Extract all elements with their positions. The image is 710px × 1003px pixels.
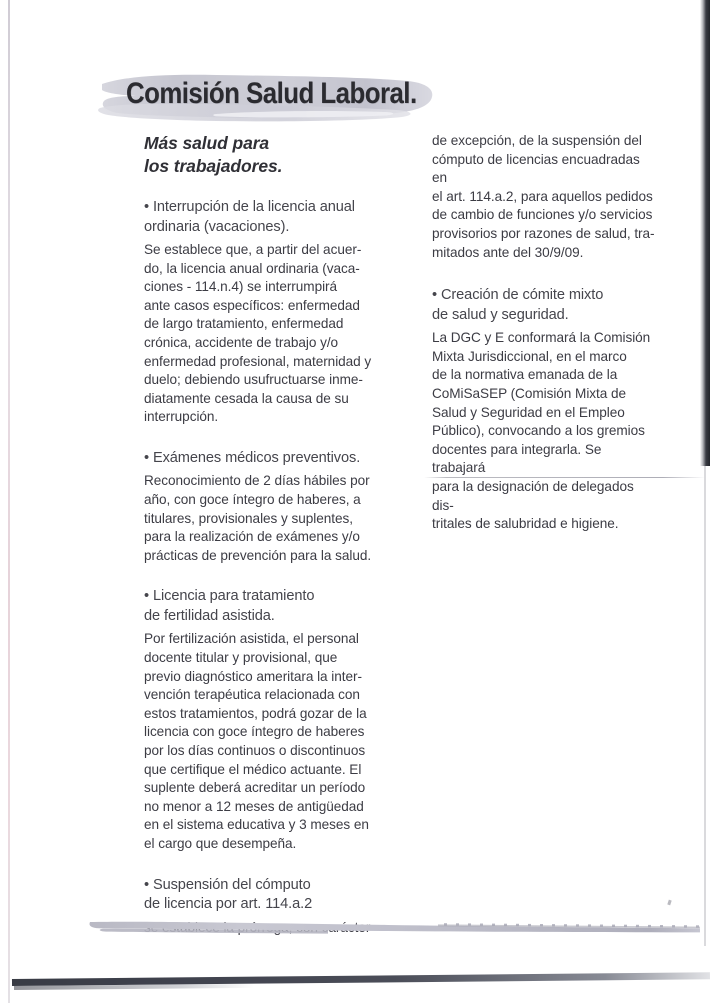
body-line: docente titular y provisional, que: [144, 650, 338, 665]
body-line: cómputo de licencias encuadradas en: [432, 151, 640, 186]
body-line: mitados ante del 30/9/09.: [432, 244, 584, 260]
body-line: enfermedad profesional, maternidad y: [144, 353, 372, 369]
body-line: para la realización de exámenes y/o: [144, 529, 360, 545]
body-line: licencia con goce íntegro de haberes: [144, 724, 365, 740]
heading-line: • Interrupción de la licencia anual: [144, 199, 355, 215]
body-line: docentes para integrarla. Se trabajará: [432, 441, 602, 476]
scan-left-edge-artifact: [8, 0, 10, 1003]
section-heading: [144, 449, 416, 469]
scan-speck-artifact: [667, 900, 671, 906]
section-comite-mixto: [432, 286, 658, 534]
body-line: de largo tratamiento, enfermedad: [144, 316, 344, 332]
body-line: no menor a 12 meses de antigüedad: [144, 798, 364, 814]
body-line: que certifique el médico actuante. El: [144, 761, 362, 777]
right-column: [432, 132, 658, 534]
heading-line: • Creación de cómite mixto: [432, 287, 604, 304]
heading-line: de salud y seguridad.: [432, 306, 569, 323]
body-line: ciones - 114.n.4) se interrumpirá: [144, 279, 338, 295]
body-line: suplente deberá acreditar un período: [144, 780, 366, 796]
section-heading: [144, 198, 416, 237]
masthead: [96, 70, 436, 124]
body-line: en el sistema educativa y 3 meses en: [144, 817, 369, 833]
body-line: provisorios por razones de salud, tra-: [432, 225, 655, 241]
body-line: duelo; debiendo usufructuarse inme-: [144, 372, 363, 388]
body-line: diatamente cesada la causa de su: [144, 390, 349, 406]
section-heading: [432, 286, 658, 325]
body-line: por los días continuos o discontinuos: [144, 742, 366, 758]
body-line: interrupción.: [144, 409, 219, 425]
section-heading: [144, 876, 416, 915]
body-line: para la designación de delegados dis-: [432, 478, 634, 513]
body-line: Mixta Jurisdiccional, en el marco: [432, 348, 627, 364]
body-line: el cargo que desempeña.: [144, 835, 297, 851]
body-line: el art. 114.a.2, para aquellos pedidos: [432, 188, 653, 204]
scan-right-edge-line: [704, 466, 706, 946]
heading-line: ordinaria (vacaciones).: [144, 218, 290, 235]
scan-bottom-edge-band-secondary: [14, 984, 254, 990]
body-line: de la normativa emanada de la: [432, 367, 618, 383]
body-line: Público), convocando a los gremios: [432, 423, 645, 439]
section-body: [144, 241, 416, 427]
body-line: tritales de salubridad e higiene.: [432, 516, 619, 532]
body-line: titulares, provisionales y suplentes,: [144, 510, 353, 526]
body-line: do, la licencia anual ordinaria (vaca-: [144, 260, 360, 276]
page-title: Comisión Salud Laboral.: [126, 77, 417, 110]
deck-line: los trabajadores.: [144, 156, 283, 176]
body-line: Se establece que, a partir del acuer-: [144, 242, 362, 257]
section-heading: [144, 587, 416, 626]
scan-bottom-edge-band: [12, 972, 710, 986]
left-column: [144, 132, 416, 937]
heading-line: de fertilidad asistida.: [144, 607, 275, 624]
section-body: [432, 329, 658, 534]
section-fertilidad-asistida: [144, 587, 416, 853]
body-line: crónica, accidente de trabajo y/o: [144, 334, 339, 350]
body-line: de cambio de funciones y/o servicios: [432, 207, 653, 223]
deck-headline: [144, 132, 416, 178]
body-line: Reconocimiento de 2 días hábiles por: [144, 473, 370, 489]
section-body: [144, 472, 416, 565]
body-line: CoMiSaSEP (Comisión Mixta de: [432, 385, 627, 401]
body-line: prácticas de prevención para la salud.: [144, 547, 372, 563]
body-line: Salud y Seguridad en el Empleo: [432, 404, 625, 420]
heading-line: • Suspensión del cómputo: [144, 876, 311, 893]
section-body: [144, 630, 416, 853]
body-line: de excepción, de la suspensión del: [432, 133, 642, 148]
section-examenes-medicos: [144, 449, 416, 565]
body-line: La DGC y E conformará la Comisión: [432, 330, 651, 346]
heading-line: de licencia por art. 114.a.2: [144, 896, 313, 913]
scan-right-edge-shadow: [700, 0, 710, 466]
heading-line: • Exámenes médicos preventivos.: [144, 449, 361, 466]
body-line: Por fertilización asistida, el personal: [144, 631, 359, 647]
body-line: estos tratamientos, podrá gozar de la: [144, 705, 367, 721]
continued-paragraph: [432, 132, 658, 262]
section-interrupcion-licencia: [144, 198, 416, 427]
heading-line: • Licencia para tratamiento: [144, 588, 315, 605]
body-line: vención terapéutica relacionada con: [144, 687, 360, 703]
bottom-brush-rule: [88, 918, 703, 940]
body-line: previo diagnóstico ameritara la inter-: [144, 668, 362, 684]
deck-line: Más salud para: [144, 133, 270, 153]
body-line: ante casos específicos: enfermedad: [144, 297, 360, 313]
body-line: año, con goce íntegro de haberes, a: [144, 492, 361, 508]
